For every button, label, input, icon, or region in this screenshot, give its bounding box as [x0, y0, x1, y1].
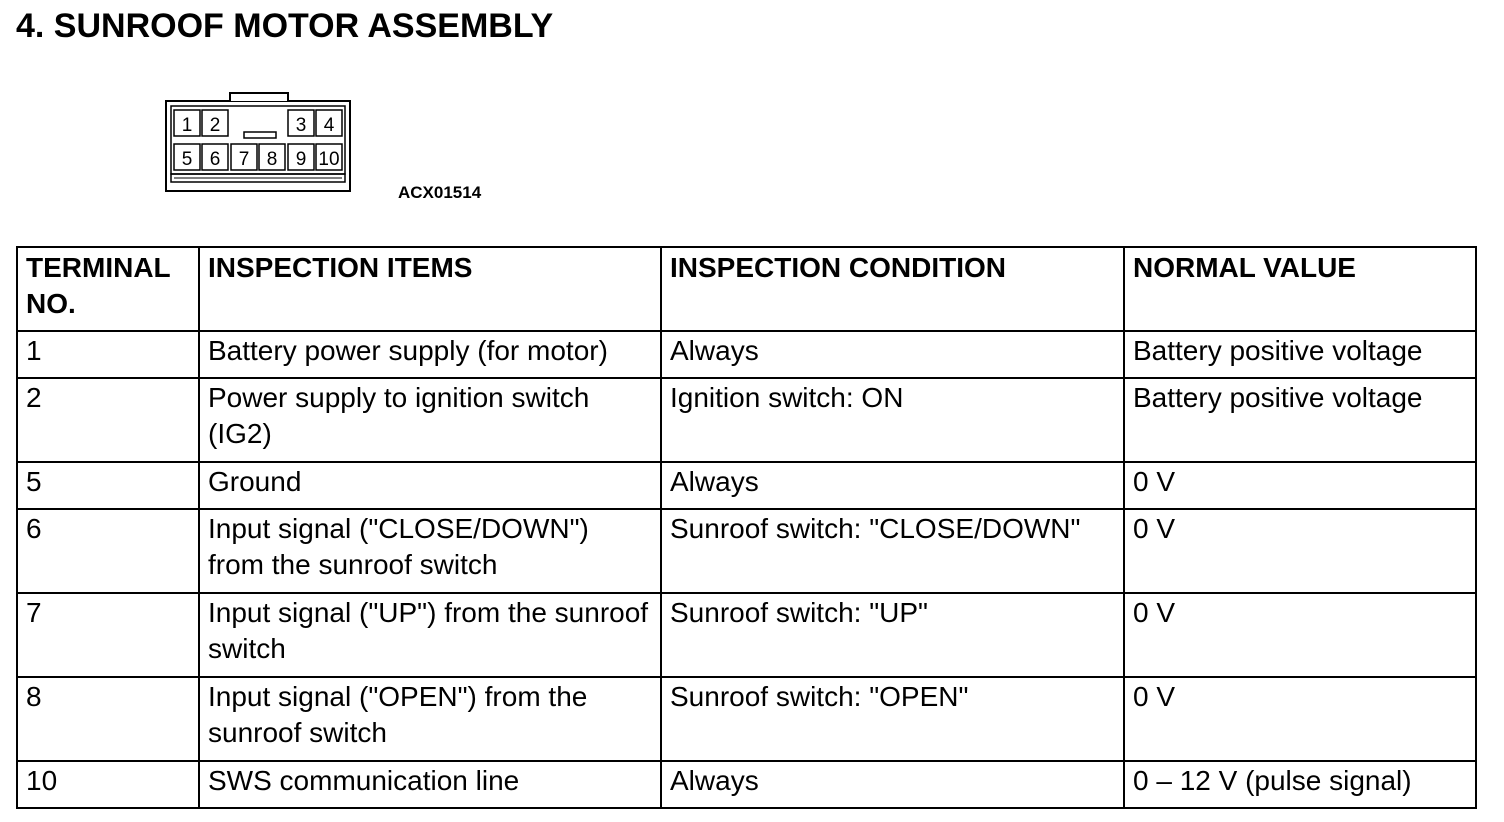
terminal-cell: 5 — [17, 462, 199, 509]
value-cell: Battery positive voltage — [1124, 331, 1476, 378]
condition-cell: Ignition switch: ON — [661, 378, 1124, 462]
item-cell: Input signal ("OPEN") from the sunroof switch — [199, 677, 661, 761]
pin-label: 8 — [266, 149, 278, 170]
pin-label: 2 — [209, 115, 221, 136]
table-row — [17, 677, 1476, 761]
table-row — [17, 761, 1476, 808]
pin-label: 1 — [181, 115, 193, 136]
pin-label: 5 — [181, 149, 193, 170]
item-cell: Ground — [199, 462, 661, 509]
pin-label: 6 — [209, 149, 221, 170]
header-inspection-items: INSPECTION ITEMS — [199, 247, 661, 331]
connector-latch — [230, 93, 288, 101]
table-row — [17, 331, 1476, 378]
table-row — [17, 462, 1476, 509]
pin-label: 9 — [295, 149, 307, 170]
condition-cell: Sunroof switch: "UP" — [661, 593, 1124, 677]
pin-label: 4 — [323, 115, 335, 136]
connector-diagram — [160, 88, 360, 198]
condition-cell: Always — [661, 331, 1124, 378]
terminal-cell: 8 — [17, 677, 199, 761]
item-cell: SWS communication line — [199, 761, 661, 808]
header-terminal: TERMINAL NO. — [17, 247, 199, 331]
table-row — [17, 378, 1476, 462]
terminal-cell: 10 — [17, 761, 199, 808]
value-cell: Battery positive voltage — [1124, 378, 1476, 462]
value-cell: 0 V — [1124, 462, 1476, 509]
figure-code: ACX01514 — [398, 183, 482, 202]
terminal-cell: 1 — [17, 331, 199, 378]
condition-cell: Always — [661, 761, 1124, 808]
pin-label: 7 — [238, 149, 250, 170]
table-header-row — [17, 247, 1476, 331]
item-cell: Battery power supply (for motor) — [199, 331, 661, 378]
header-normal-value: NORMAL VALUE — [1124, 247, 1476, 331]
item-cell: Input signal ("CLOSE/DOWN") from the sunroof switch — [199, 509, 661, 593]
item-cell: Power supply to ignition switch (IG2) — [199, 378, 661, 462]
header-inspection-condition: INSPECTION CONDITION — [661, 247, 1124, 331]
terminal-cell: 6 — [17, 509, 199, 593]
condition-cell: Sunroof switch: "OPEN" — [661, 677, 1124, 761]
inspection-table — [16, 246, 1477, 809]
pin-label: 10 — [318, 149, 340, 170]
pin-label: 3 — [295, 115, 307, 136]
value-cell: 0 – 12 V (pulse signal) — [1124, 761, 1476, 808]
condition-cell: Always — [661, 462, 1124, 509]
table-row — [17, 509, 1476, 593]
table-row — [17, 593, 1476, 677]
value-cell: 0 V — [1124, 593, 1476, 677]
page-title: 4. SUNROOF MOTOR ASSEMBLY — [16, 7, 554, 45]
terminal-cell: 2 — [17, 378, 199, 462]
condition-cell: Sunroof switch: "CLOSE/DOWN" — [661, 509, 1124, 593]
terminal-cell: 7 — [17, 593, 199, 677]
value-cell: 0 V — [1124, 509, 1476, 593]
item-cell: Input signal ("UP") from the sunroof switch — [199, 593, 661, 677]
value-cell: 0 V — [1124, 677, 1476, 761]
